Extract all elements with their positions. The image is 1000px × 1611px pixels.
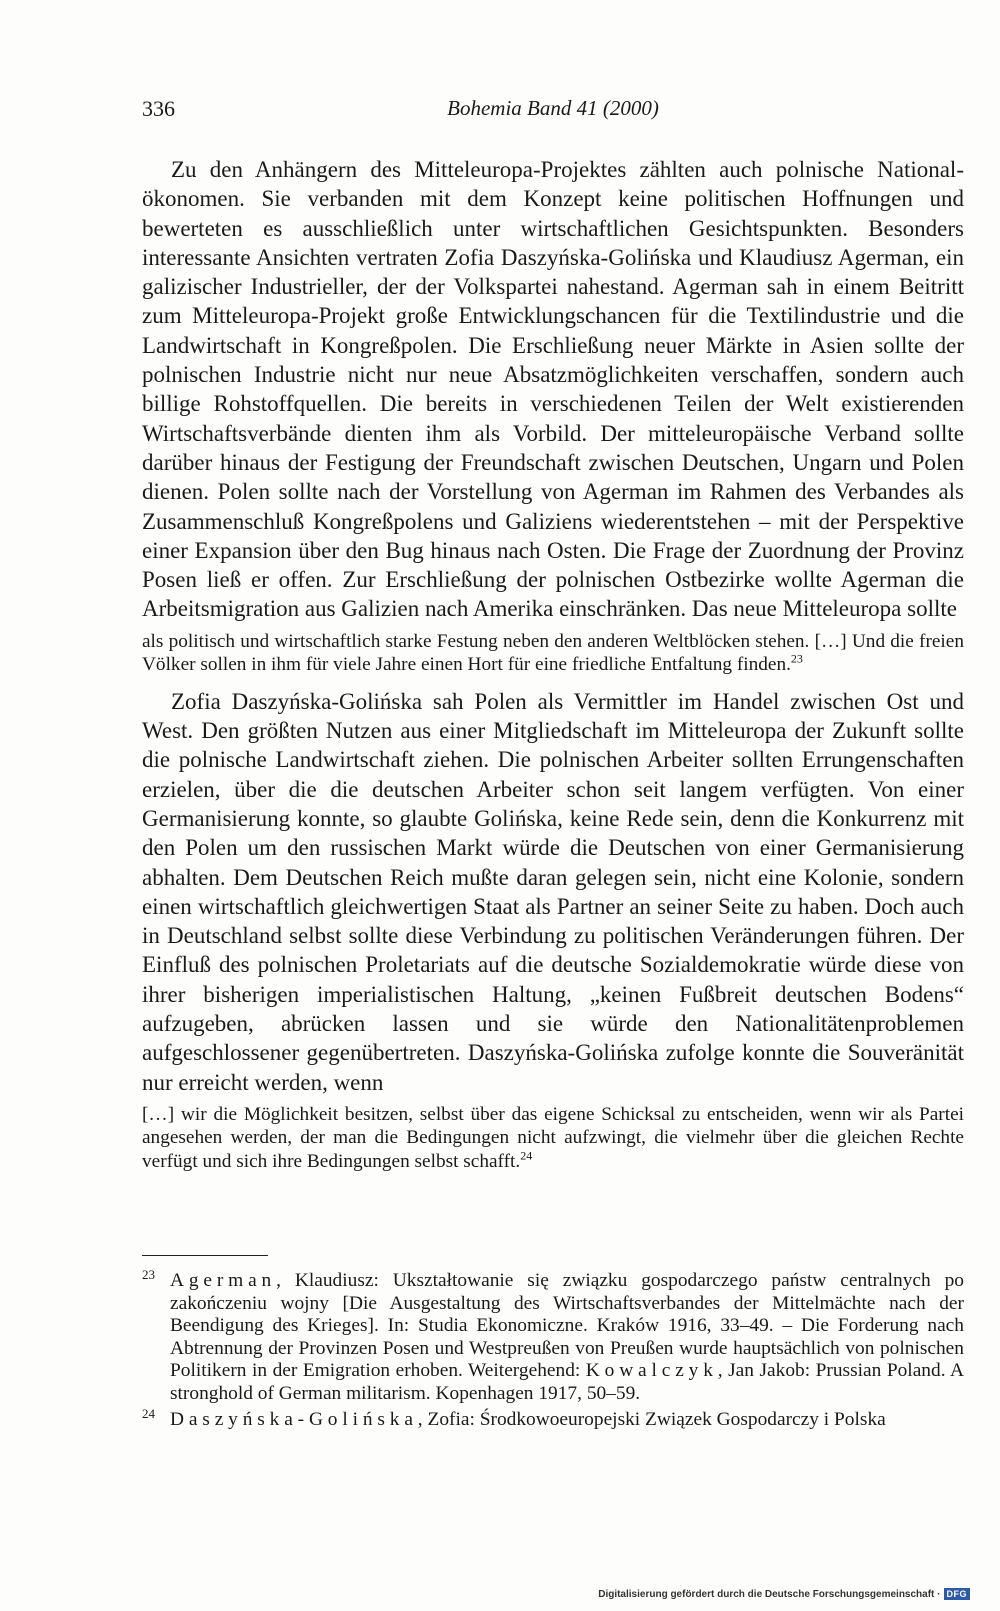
author-name: Daszyńska-Golińska — [170, 1409, 418, 1430]
digitization-footer — [598, 1588, 970, 1600]
block-quote — [142, 630, 964, 677]
main-text — [142, 155, 964, 1183]
paragraph: Zofia Daszyńska-Golińska sah Polen als Vermittler im Handel zwischen Ost und West. Den größten Nutzen aus einer Mitgliedschaft im Mitteleuropa der Zukunft sollte die polnische Landwirtschaft ziehen. Die polnischen Arbeiter sollten Errungenschaften erzielen, über die die deutschen Arbeiter schon seit langem verfügten. Von einer Germanisierung konnte, so glaubte Golińska, keine Rede sein, denn die Konkurrenz mit den Polen um den russischen Markt würde die Deutschen von einer Germanisierung abhalten. Dem Deutschen Reich mußte daran gelegen sein, nicht eine Kolonie, sondern einen wirtschaftlich gleichwertigen Staat als Partner an seiner Seite zu haben. Doch auch in Deutschland selbst sollte diese Verbindung zu politischen Veränderungen führen. Der Einfluß des polnischen Proletariats auf die deutsche Sozialdemokratie würde diese von ihrer bisherigen imperialistischen Haltung, „keinen Fußbreit deutschen Bodens“ aufzugeben, abrücken lassen und sie würde den Nationalitätenproblemen aufgeschlossener gegenübertreten. Daszyńska-Golińska zufolge konnte die Souveränität nur erreicht werden, wenn — [142, 688, 964, 1095]
footnote — [142, 1267, 964, 1405]
block-quote — [142, 1103, 964, 1174]
author-name: Kowalczyk — [585, 1360, 718, 1381]
quote-text: […] wir die Möglichkeit besitzen, selbst über das eigene Schicksal zu entscheiden, wenn wir als Partei angesehen werden, der man die Bedingungen nicht aufzwingt, die vielmehr über die gleichen Rechte verfügt und sich ihre Bedingungen selbst schafft. — [142, 1103, 964, 1172]
dfg-logo: DFG — [944, 1588, 971, 1600]
footnote-number: 24 — [142, 1406, 155, 1421]
footnote-text: , Klaudiusz: Ukształtowanie się związku gospodarczego państw centralnych po zakończeniu wojny [Die Ausgestaltung des Wirtschaftsverbandes der Mittelmächte nach der Beendigung des Krieges]. In: Studia Ekonomiczne. Kraków 1916, 33–49. – Die Forderung nach Abtrennung der Provinzen Posen und Westpreußen von Preußen wurde hauptsächlich von polnischen Politikern in der Emigration erhoben. Weitergehend: — [170, 1270, 964, 1381]
footnotes — [142, 1267, 964, 1436]
footnote-ref[interactable]: 23 — [790, 651, 803, 666]
digitization-note: Digitalisierung gefördert durch die Deutsche Forschungsgemeinschaft · — [598, 1588, 941, 1600]
footnote-text: , Zofia: Środkowoeuropejski Związek Gospodarczy i Polska — [417, 1409, 886, 1430]
footnote-number: 23 — [142, 1267, 155, 1282]
page-number: 336 — [142, 96, 175, 121]
quote-text: als politisch und wirtschaftlich starke Festung neben den anderen Weltblöcken stehen. […] Und die freien Völker sollen in ihm für viele Jahre einen Hort für eine friedliche Entfaltung finden. — [142, 630, 964, 676]
footnote — [142, 1406, 964, 1432]
running-title: Bohemia Band 41 (2000) — [447, 96, 659, 120]
page-header — [142, 96, 964, 132]
footnote-ref[interactable]: 24 — [520, 1148, 533, 1163]
footnote-text: , Jan Jakob: Prussian Poland. A stronghold of German militarism. Kopenhagen 1917, 50–59. — [170, 1360, 964, 1404]
footnote-divider — [142, 1255, 268, 1256]
paragraph: Zu den Anhängern des Mitteleuropa-Projektes zählten auch polnische Nationalökonomen. Sie verbanden mit dem Konzept keine politischen Hoffnungen und bewerteten es ausschließlich unter wirtschaftlichen Gesichtspunkten. Besonders interessante Ansichten vertraten Zofia Daszyńska-Golińska und Klaudiusz Agerman, ein galizischer Industrieller, der der Volkspartei nahestand. Agerman sah in einem Beitritt zum Mitteleuropa-Projekt große Entwicklungschancen für die Textilindustrie und die Landwirtschaft in Kongreßpolen. Die Erschließung neuer Märkte in Asien sollte der polnischen Industrie nicht nur neue Absatzmöglichkeiten verschaffen, sondern auch billige Rohstoffquellen. Die bereits in verschiedenen Teilen der Welt existierenden Wirtschaftsverbände dienten ihm als Vorbild. Der mitteleuropäische Verband sollte darüber hinaus der Festigung der Freundschaft zwischen Deutschen, Ungarn und Polen dienen. Polen sollte nach der Vorstellung von Agerman im Rahmen des Verbandes als Zusammenschluß Kongreßpolens und Galiziens wiederentstehen – mit der Perspektive einer Expansion über den Bug hinaus nach Osten. Die Frage der Zuordnung der Provinz Posen ließ er offen. Zur Erschließung der polnischen Ostbezirke wollte Agerman die Arbeitsmigration aus Galizien nach Amerika einschränken. Das neue Mitteleuropa sollte — [142, 157, 964, 622]
author-name: Agerman — [170, 1270, 277, 1291]
